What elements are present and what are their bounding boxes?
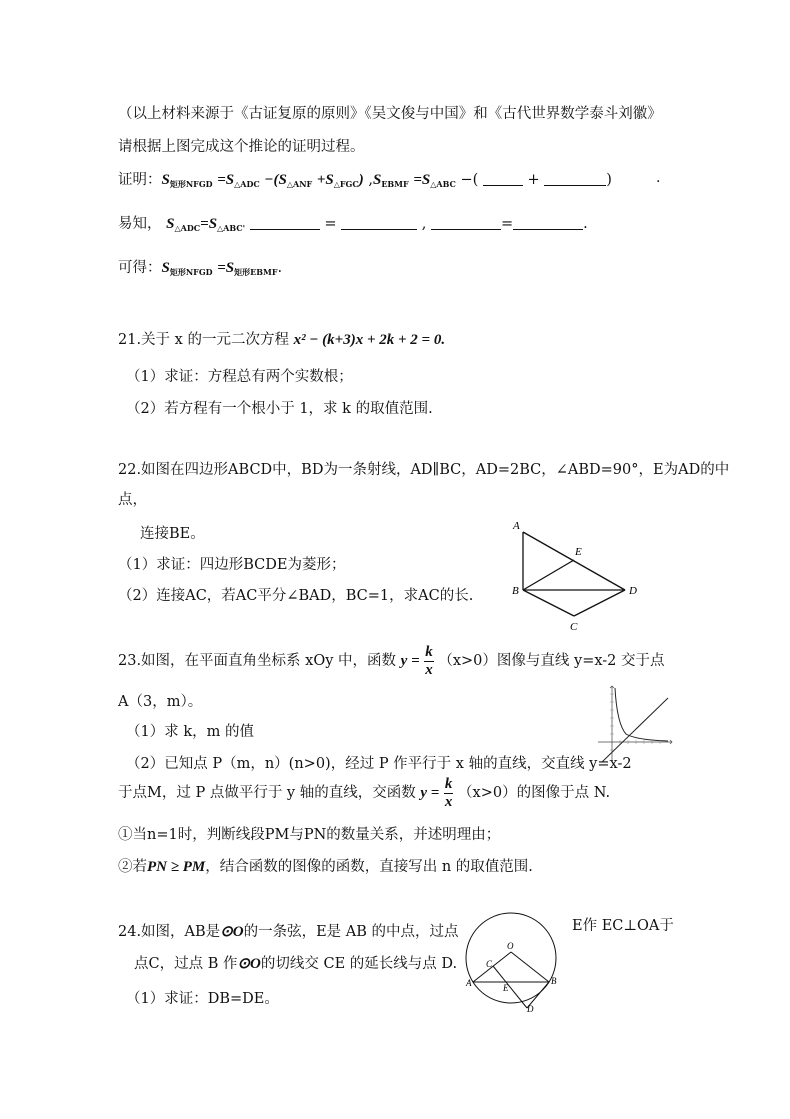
label-d: D — [629, 585, 637, 597]
q23-part2b-text-b: （x>0）的图像于点 N. — [458, 785, 611, 801]
s-symbol: S — [225, 260, 235, 276]
equals-sign: = — [217, 172, 226, 188]
comma: , — [421, 216, 427, 232]
minus-sign: − — [264, 172, 274, 188]
q21-stem — [118, 328, 445, 349]
paren: ( — [472, 172, 479, 188]
q24-stem — [118, 920, 459, 941]
subscript: △FGC — [333, 179, 359, 189]
s-symbol: S — [208, 216, 218, 232]
equals-sign: = — [217, 260, 226, 276]
label-e: E — [575, 546, 582, 558]
q22-stem-3: 连接BE。 — [140, 526, 205, 542]
proof-line-1-end: . — [656, 170, 661, 186]
pn-ge-pm: PN ≥ PM — [147, 859, 206, 875]
subscript: △ANF — [286, 179, 313, 189]
q24-line2-text-b: 的切线交 CE 的延长线与点 D. — [260, 956, 458, 972]
q23-part2b-text: 于点M，过 P 点做平行于 y 轴的直线，交函数 — [118, 785, 416, 801]
circle-o: ⊙O — [237, 956, 261, 972]
q23-stem-text-b: （x>0）图像与直线 y=x-2 交于点 — [438, 653, 665, 669]
subscript: 矩形NFGD — [169, 179, 213, 189]
q23-part2a: （2）已知点 P（m，n）(n>0)，经过 P 作平行于 x 轴的直线，交直线 y=x-2 — [126, 756, 632, 772]
paren: ( — [273, 172, 279, 188]
q23-stem-text: 23.如图，在平面直角坐标系 xOy 中，函数 — [118, 653, 397, 669]
q24-stem-text: 24.如图，AB是 — [118, 924, 221, 940]
frac-denominator: x — [425, 661, 433, 678]
yizhi-label: 易知， — [118, 216, 162, 232]
answer-blank[interactable] — [250, 215, 320, 230]
s-symbol: S — [161, 260, 170, 276]
answer-blank[interactable] — [544, 171, 606, 186]
frac-numerator: k — [425, 643, 433, 660]
frac-numerator: k — [444, 775, 453, 792]
s-symbol: S — [372, 172, 382, 188]
label-a: A — [466, 978, 472, 988]
q22-stem: 22.如图在四边形ABCD中，BD为一条射线，AD∥BC，AD=2BC，∠ABD=90°，E为AD的中 — [118, 462, 730, 478]
proof-line-1 — [118, 168, 612, 190]
q24-line2-text: 点C，过点 B 作 — [134, 956, 238, 972]
kede-label: 可得： — [118, 260, 162, 276]
equals-sign: = — [324, 216, 337, 232]
subscript: 矩形NFGD — [169, 267, 213, 277]
answer-blank[interactable] — [341, 215, 417, 230]
label-o: O — [507, 941, 514, 951]
proof-label: 证明： — [118, 172, 162, 188]
k-over-x-fraction — [424, 644, 434, 679]
q24-part1: （1）求证：DB=DE。 — [126, 991, 279, 1007]
subscript: △ABC — [430, 179, 456, 189]
label-b: B — [512, 585, 519, 597]
s-symbol: S — [166, 216, 175, 232]
subscript: △ADC — [174, 223, 201, 233]
q24-figure — [465, 908, 565, 1016]
subscript: 矩形EBMF — [234, 267, 278, 277]
paren: ) — [606, 172, 612, 188]
dot: . — [277, 260, 283, 276]
q22-part1: （1）求证：四边形BCDE为菱形； — [118, 557, 346, 573]
q22-figure — [505, 512, 645, 634]
plus-sign: + — [527, 172, 540, 188]
answer-blank[interactable] — [513, 215, 583, 230]
q21-part1: （1）求证：方程总有两个实数根； — [126, 369, 353, 385]
dot: . — [583, 216, 588, 232]
q23-part2b — [118, 775, 610, 811]
q22-stem-2: 点， — [118, 492, 147, 508]
q23-sub2-text-b: ，结合函数的图像的函数，直接写出 n 的取值范围. — [205, 859, 533, 875]
proof-line-3 — [118, 256, 282, 278]
s-symbol: S — [278, 172, 287, 188]
label-d: D — [527, 1004, 534, 1014]
label-b: B — [551, 976, 557, 986]
s-symbol: S — [325, 172, 334, 188]
answer-blank[interactable] — [483, 171, 523, 186]
q21-part2: （2）若方程有一个根小于 1，求 k 的取值范围. — [126, 401, 433, 417]
source-line: （以上材料来源于《古证复原的原则》《吴文俊与中国》和《古代世界数学泰斗刘徽》 — [118, 106, 662, 122]
q21-stem-text: 21.关于 x 的一元二次方程 — [118, 332, 289, 348]
q24-stem-text-b: 的一条弦，E是 AB 的中点，过点 — [243, 924, 459, 940]
plus-sign: + — [316, 172, 326, 188]
y-equals: y = — [400, 653, 420, 669]
equals-sign: = — [500, 216, 514, 232]
circle-o: ⊙O — [220, 924, 244, 940]
q24-stem-right: E作 EC⊥OA于 — [572, 918, 674, 934]
subscript: △ADC — [234, 179, 260, 189]
label-c: C — [570, 621, 578, 633]
equals-sign: = — [200, 216, 209, 232]
q23-part1: （1）求 k，m 的值 — [126, 724, 254, 740]
q24-line2 — [134, 952, 457, 973]
q22-part2: （2）连接AC，若AC平分∠BAD，BC=1，求AC的长. — [118, 588, 474, 604]
q21-equation: x² − (k+3)x + 2k + 2 = 0. — [293, 332, 446, 348]
label-c: C — [486, 959, 493, 969]
equals-sign: = — [413, 172, 422, 188]
minus-sign: − — [460, 172, 473, 188]
q23-sub2-text: ②若 — [118, 859, 147, 875]
y-equals: y = — [420, 785, 440, 801]
s-symbol: S — [421, 172, 431, 188]
q23-stem — [118, 643, 665, 679]
subscript: △ABC' — [217, 223, 246, 233]
q23-sub2 — [118, 855, 533, 876]
s-symbol: S — [161, 172, 170, 188]
proof-line-2 — [118, 212, 588, 233]
k-over-x-fraction — [444, 776, 454, 811]
instruction-line: 请根据上图完成这个推论的证明过程。 — [118, 139, 365, 155]
q23-figure — [594, 684, 674, 764]
answer-blank[interactable] — [431, 215, 501, 230]
comma: , — [368, 172, 373, 188]
q23-sub1: ①当n=1时，判断线段PM与PN的数量关系，并述明理由； — [118, 827, 501, 843]
label-e: E — [503, 983, 509, 993]
frac-denominator: x — [444, 793, 453, 810]
paren: ) — [358, 172, 364, 188]
q23-stem-2: A（3，m）。 — [118, 694, 203, 710]
subscript: EBMF — [381, 179, 409, 189]
label-a: A — [513, 520, 520, 532]
s-symbol: S — [225, 172, 235, 188]
